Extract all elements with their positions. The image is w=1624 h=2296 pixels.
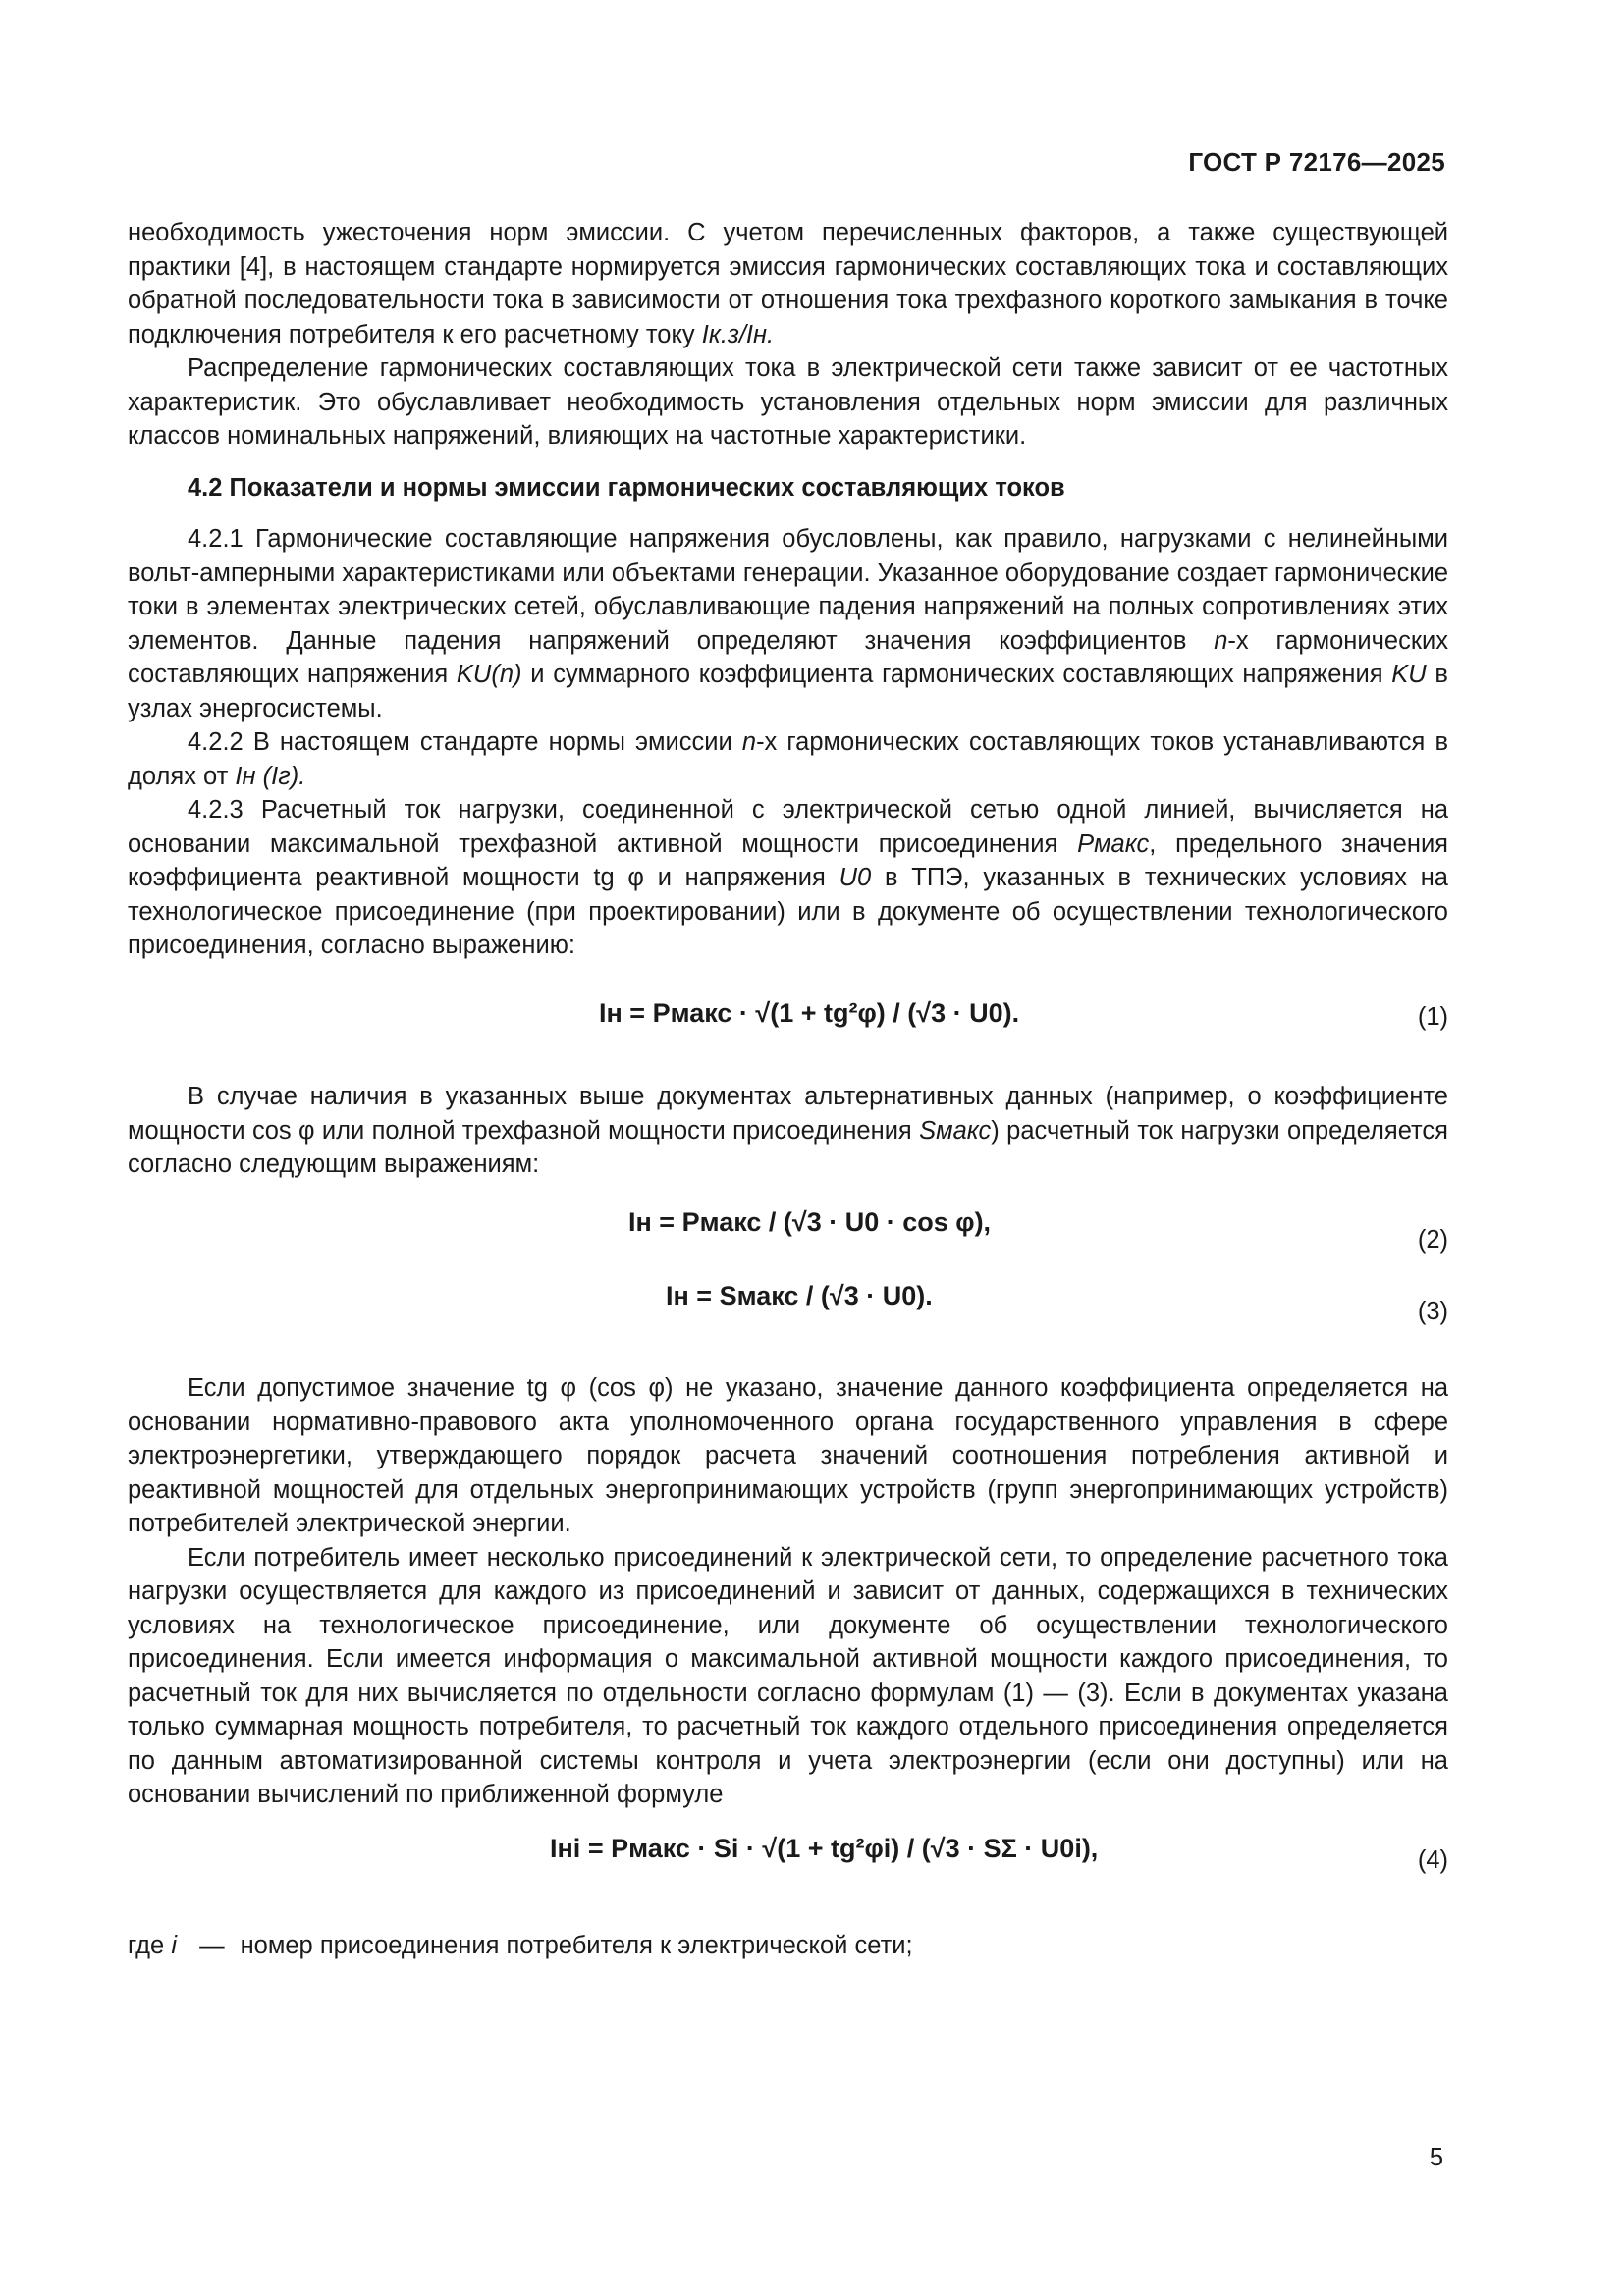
current-ratio: Iк.з/Iн. bbox=[701, 320, 775, 348]
intro-paragraph-2: Распределение гармонических составляющих тока в электрической сети также зависит от ее частотных характеристик. Это обуславливает необходимость установления отдельных норм эмиссии для различных классов номинальных напряжений, влияющих на частотные характеристики. bbox=[128, 354, 1448, 450]
page-number: 5 bbox=[1429, 2144, 1443, 2171]
formula-4-number: (4) bbox=[1417, 1846, 1448, 1874]
formula-2: Iн = Pмакс / (√3 · U0 · cos φ), bbox=[628, 1207, 992, 1237]
formula-3-row bbox=[128, 1273, 1448, 1336]
tg-phi-paragraph: Если допустимое значение tg φ (cos φ) не указано, значение данного коэффициента определяется на основании нормативно-правового акта уполномоченного органа государственного управления в сфере электроэнергетики, утверждающего порядок расчета значений соотношения потребления активной и реактивной мощностей для отдельных энергопринимающих устройств (групп энергопринимающих устройств) потребителей электрической энергии. bbox=[128, 1374, 1448, 1537]
text-block-top bbox=[128, 216, 1448, 963]
document-header: ГОСТ Р 72176—2025 bbox=[1188, 147, 1445, 177]
formula-1-row bbox=[128, 987, 1448, 1049]
clause-4-2-3: 4.2.3 Расчетный ток нагрузки, соединенной с электрической сетью одной линией, вычисляется на основании максимальной трехфазной активной мощности присоединения Pмакс, предельного значения коэффициента реактивной мощности tg φ и напряжения U0 в ТПЭ, указанных в технических условиях на технологическое присоединение (при проектировании) или в документе об осуществлении технологического присоединения, согласно выражению: bbox=[128, 796, 1448, 959]
formula-1-number: (1) bbox=[1417, 1003, 1448, 1031]
section-heading: 4.2 Показатели и нормы эмиссии гармонических составляющих токов bbox=[188, 473, 1065, 502]
intro-paragraph-1: необходимость ужесточения норм эмиссии. С учетом перечисленных факторов, а также существующей практики [4], в настоящем стандарте нормируется эмиссия гармонических составляющих тока и составляющих обратной последовательности тока в зависимости от отношения тока трехфазного короткого замыкания в точке подключения потребителя к его расчетному току Iк.з/Iн. bbox=[128, 219, 1448, 348]
where-line: где i — номер присоединения потребителя к электрической сети; bbox=[128, 1932, 913, 1959]
clause-4-2-2: 4.2.2 В настоящем стандарте нормы эмиссии n-х гармонических составляющих токов устанавливаются в долях от Iн (Iг). bbox=[128, 728, 1448, 790]
symbol-U0: U0 bbox=[839, 864, 872, 891]
formula-4: Iнi = Pмакс · Si · √(1 + tg²φi) / (√3 · SΣ · U0i), bbox=[550, 1834, 1099, 1863]
formula-2-row bbox=[128, 1200, 1448, 1262]
multiple-connections-paragraph: Если потребитель имеет несколько присоединений к электрической сети, то определение расчетного тока нагрузки осуществляется для каждого из присоединений и зависит от данных, содержащихся в технических условиях на технологическое присоединение, или документе об осуществлении технологического присоединения. Если имеется информация о максимальной активной мощности каждого присоединения, то расчетный ток для них вычисляется по отдельности согласно формулам (1) — (3). Если в документах указана только суммарная мощность потребителя, то расчетный ток каждого отдельного присоединения определяется по данным автоматизированной системы контроля и учета электроэнергии (если они доступны) или на основании вычислений по приближенной формуле bbox=[128, 1543, 1448, 1808]
formula-3: Iн = Sмакс / (√3 · U0). bbox=[666, 1281, 933, 1310]
alternative-data-paragraph: В случае наличия в указанных выше документах альтернативных данных (например, о коэффициенте мощности cos φ или полной трехфазной мощности присоединения Sмакс) расчетный ток нагрузки определяется согласно следующим выражениям: bbox=[128, 1083, 1448, 1178]
symbol-In: Iн (Iг). bbox=[235, 762, 306, 790]
symbol-KUn: KU(n) bbox=[456, 661, 522, 688]
formula-3-number: (3) bbox=[1417, 1298, 1448, 1325]
text-block-after-f3 bbox=[128, 1371, 1448, 1812]
symbol-Smax: Sмакс bbox=[919, 1116, 992, 1145]
symbol-KU: KU bbox=[1391, 661, 1427, 688]
formula-4-row bbox=[128, 1826, 1448, 1889]
formula-2-number: (2) bbox=[1417, 1226, 1448, 1254]
where-block bbox=[128, 1929, 1448, 1963]
symbol-Pmax: Pмакс bbox=[1077, 829, 1150, 858]
formula-1: Iн = Pмакс · √(1 + tg²φ) / (√3 · U0). bbox=[599, 998, 1020, 1028]
text-block-after-f1 bbox=[128, 1080, 1448, 1182]
clause-4-2-1: 4.2.1 Гармонические составляющие напряжения обусловлены, как правило, нагрузками с нелинейными вольт-амперными характеристиками или объектами генерации. Указанное оборудование создает гармонические токи в элементах электрических сетей, обуславливающие падения напряжений на полных сопротивлениях этих элементов. Данные падения напряжений определяют значения коэффициентов n-х гармонических составляющих напряжения KU(n) и суммарного коэффициента гармонических составляющих напряжения KU в узлах энергосистемы. bbox=[128, 525, 1448, 722]
